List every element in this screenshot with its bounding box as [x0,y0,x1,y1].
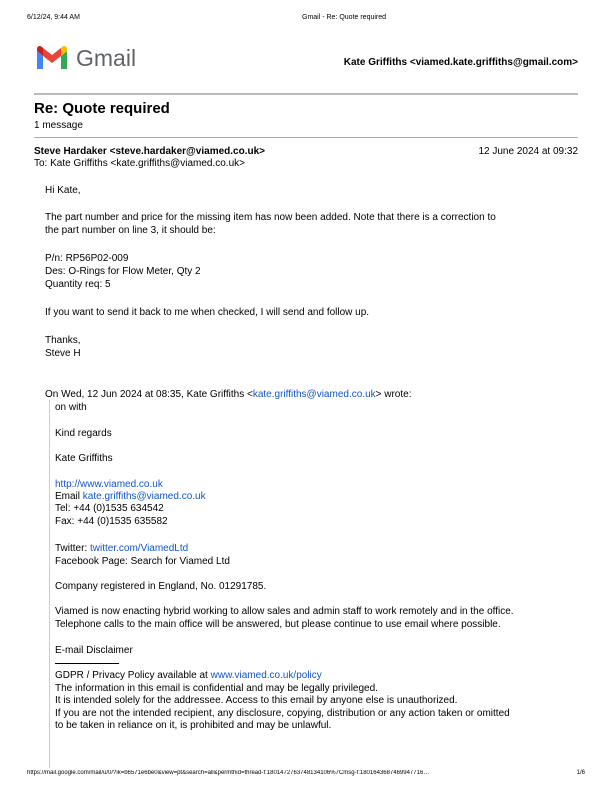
gdpr-label: GDPR / Privacy Policy available at [55,670,211,681]
quote-tel: Tel: +44 (0)1535 634542 [55,503,164,514]
print-url: https://mail.google.com/mail/u/0/?ik=b6571e6be0&view=pt&search=all&permthid=thread-f:1801472763748134106%7Cmsg-f:1801643687469947716… [27,770,430,776]
gmail-wordmark: Gmail [76,45,137,71]
quote-intro-before: On Wed, 12 Jun 2024 at 08:35, Kate Griffiths < [45,389,253,400]
quote-facebook: Facebook Page: Search for Viamed Ltd [55,556,230,567]
quote-conf2: It is intended solely for the addressee. Access to this email by anyone else is unauthorized. [55,695,458,706]
signature: Steve H [45,348,81,359]
quote-website-row [55,479,163,492]
greeting: Hi Kate, [45,185,81,196]
website-link[interactable]: http://www.viamed.co.uk [55,479,163,490]
part-number: P/n: RP56P02-009 [45,253,129,264]
quantity: Quantity req: 5 [45,279,111,290]
quote-gdpr-row [55,670,322,683]
gdpr-link[interactable]: www.viamed.co.uk/policy [210,670,322,681]
body-para1-line1: The part number and price for the missing item has now been added. Note that there is a correction to [45,212,496,223]
quote-conf1: The information in this email is confidential and may be legally privileged. [55,683,378,694]
thanks: Thanks, [45,335,81,346]
account-label: Kate Griffiths <viamed.kate.griffiths@gmail.com> [343,57,578,68]
part-description: Des: O-Rings for Flow Meter, Qty 2 [45,266,201,277]
quote-bar [49,400,50,768]
print-page-title: Gmail - Re: Quote required [302,14,387,21]
quote-hybrid-line1: Viamed is now enacting hybrid working to allow sales and admin staff to work remotely and in the office. [55,606,514,617]
email-link[interactable]: kate.griffiths@viamed.co.uk [82,491,206,502]
quote-disclaimer-title: E-mail Disclaimer [55,645,133,656]
quote-email-row [55,491,206,504]
quote-intro-email-link[interactable]: kate.griffiths@viamed.co.uk [252,389,376,400]
print-datetime: 6/12/24, 9:44 AM [27,14,80,21]
disclaimer-divider [55,663,119,664]
quote-hybrid-line2: Telephone calls to the main office will be answered, but please continue to use email where possible. [55,619,501,630]
header-divider [34,93,578,95]
gmail-m-icon [35,45,69,71]
quote-company: Company registered in England, No. 01291785. [55,581,267,592]
twitter-link[interactable]: twitter.com/ViamedLtd [90,543,189,554]
message-count: 1 message [34,120,83,131]
message-date: 12 June 2024 at 09:32 [478,146,578,157]
twitter-label: Twitter: [55,543,91,554]
quote-fax: Fax: +44 (0)1535 635582 [55,516,168,527]
quote-twitter-row [55,543,188,556]
quote-intro [45,389,412,402]
quote-conf3: If you are not the intended recipient, any disclosure, copying, distribution or any action taken or omitted [55,708,510,719]
quote-name: Kate Griffiths [55,453,113,464]
quote-regards: Kind regards [55,428,112,439]
body-para2: If you want to send it back to me when checked, I will send and follow up. [45,307,370,318]
email-label: Email [55,491,83,502]
thread-subject: Re: Quote required [34,100,170,117]
subject-divider [34,137,578,138]
sender-text: Steve Hardaker <steve.hardaker@viamed.co.uk> [34,146,265,157]
recipient: To: Kate Griffiths <kate.griffiths@viamed.co.uk> [34,158,245,169]
print-page-number: 1/6 [576,770,585,776]
quote-conf4: to be taken in reliance on it, is prohibited and may be unlawful. [55,720,332,731]
body-para1-line2: the part number on line 3, it should be: [45,225,216,236]
quote-on-with: on with [55,402,87,413]
gmail-logo [35,45,69,76]
quote-intro-after: > wrote: [375,389,412,400]
